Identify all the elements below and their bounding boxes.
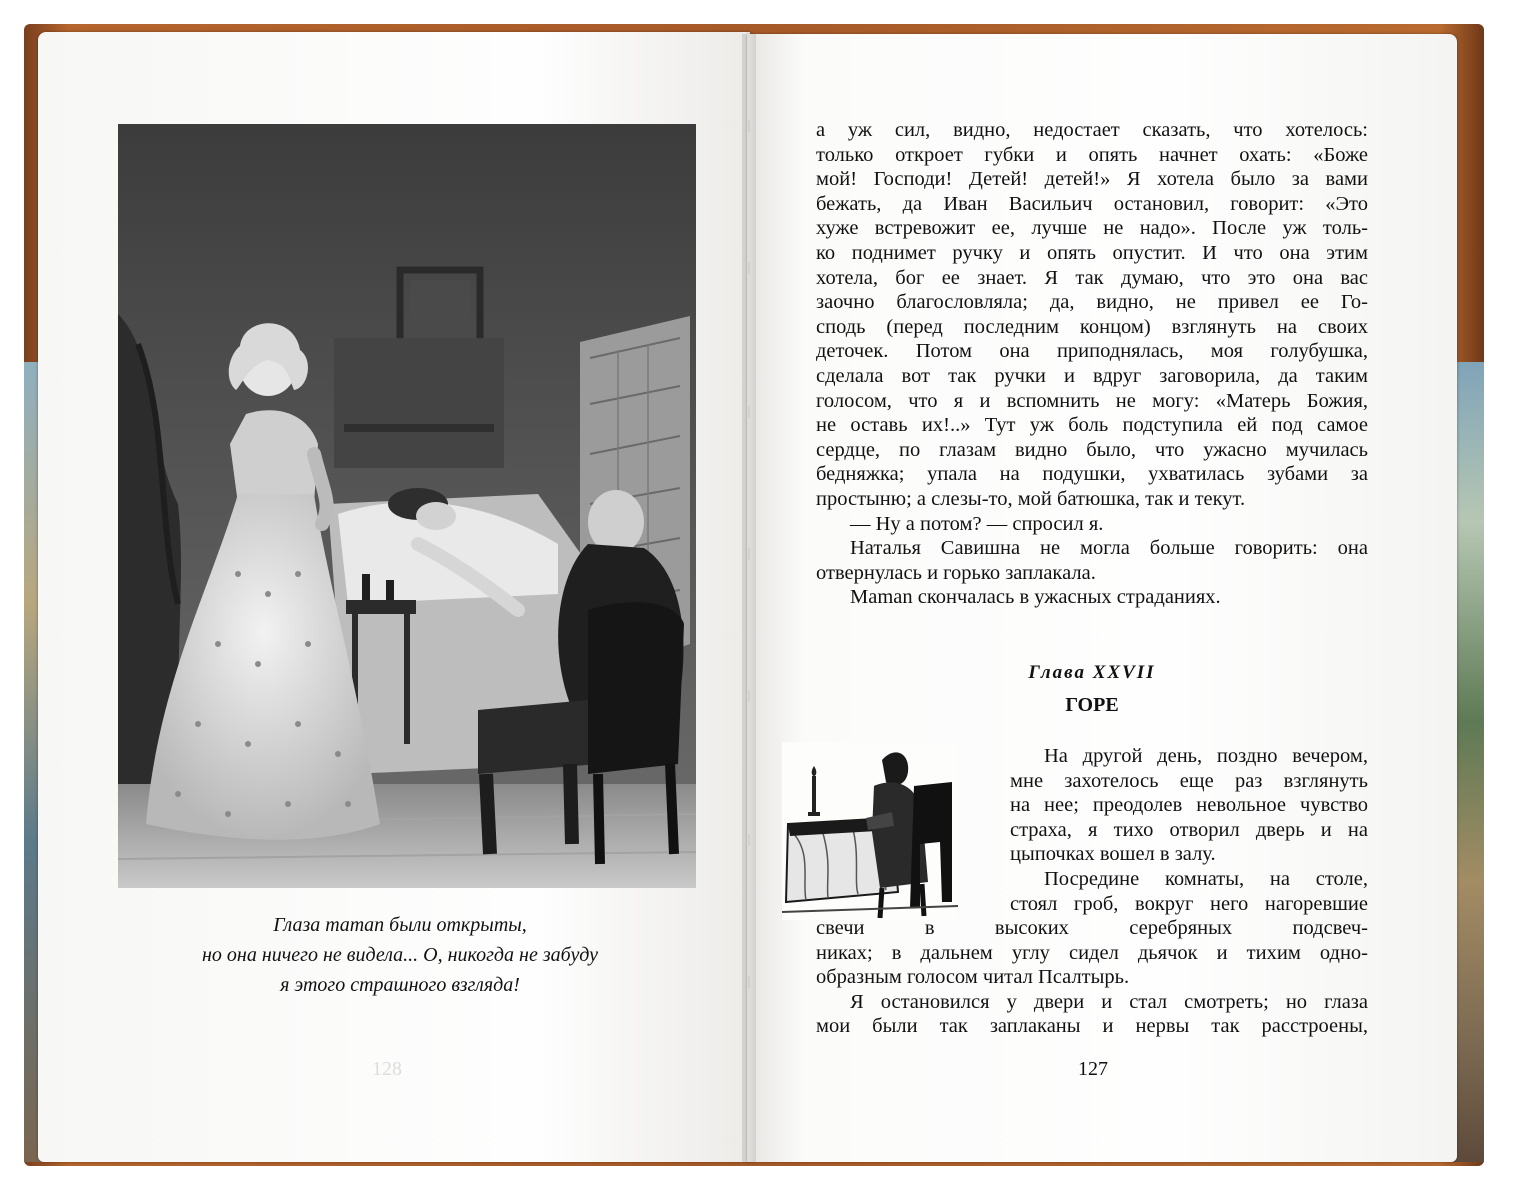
text-line: не оставь их!..» Тут уж боль подступила ей под самое	[816, 414, 1368, 437]
text-line: а уж сил, видно, недостает сказать, что хотелось:	[816, 119, 1368, 141]
text-line: мне захотелось еще раз взглянуть	[1010, 769, 1368, 792]
text-line: Я остановился у двери и стал смотреть; но глаза	[850, 990, 1368, 1013]
text-line: сподь (перед последним концом) взглянуть на своих	[816, 315, 1368, 338]
binding-stitch	[748, 690, 750, 702]
dialogue-line: — Ну а потом? — спросил я.	[850, 512, 1104, 535]
chapter-title: ГОРЕ	[1065, 694, 1119, 716]
book-gutter	[742, 34, 756, 1162]
text-line: голосом, что я и вспомнить не могу: «Матерь Божия,	[816, 389, 1368, 412]
text-line: бедняжка; упала на подушки, ухватилась зубами за	[816, 463, 1368, 486]
text-line: деточек. Потом она приподнялась, моя голубушка,	[816, 340, 1368, 363]
text-line: Maman скончалась в ужасных страданиях.	[850, 586, 1221, 609]
text-line: на нее; преодолев невольное чувство	[1010, 794, 1368, 817]
binding-stitch	[748, 548, 750, 560]
binding-stitch	[748, 120, 750, 132]
text-line: свечи в высоких серебряных подсвеч-	[816, 917, 1368, 939]
text-line: бежать, да Иван Васильич остановил, говорит: «Это	[816, 192, 1368, 215]
text-line: мои были так заплаканы и нервы так расстроены,	[816, 1015, 1368, 1038]
text-line: образным голосом читал Псалтырь.	[816, 966, 1130, 989]
caption-line: Глаза maman были открыты,	[273, 914, 527, 936]
left-page-number: 128	[372, 1058, 402, 1080]
text-line: сделала вот так ручки и вдруг заговорила, да таким	[816, 364, 1368, 387]
text-line: На другой день, поздно вечером,	[1044, 745, 1368, 767]
binding-stitch	[748, 262, 750, 274]
text-line: сердце, по глазам видно было, что ужасно мучилась	[816, 438, 1368, 461]
paragraph-nurse-story	[816, 118, 1368, 610]
deathbed-engraving-illustration	[118, 124, 696, 888]
text-line: ко поднимет ручку и опять опустит. И что она этим	[816, 241, 1368, 264]
text-line: только откроет губки и опять начнет охать: «Боже	[816, 143, 1368, 166]
text-line: страха, я тихо отворил дверь и на	[1010, 818, 1368, 841]
right-page-number: 127	[1078, 1058, 1108, 1080]
text-line: Посредине комнаты, на столе,	[1044, 867, 1368, 890]
text-line: хотела, бог ее знает. Я так думаю, что это она вас	[816, 266, 1368, 289]
text-line: Наталья Савишна не могла больше говорить: она	[850, 537, 1368, 560]
reader-vignette-illustration	[782, 742, 958, 920]
text-line: стоял гроб, вокруг него нагоревшие	[1010, 892, 1368, 915]
text-line: цыпочках вошел в залу.	[1010, 843, 1216, 866]
binding-stitch	[748, 834, 750, 846]
caption-line: я этого страшного взгляда!	[280, 974, 520, 996]
caption-line: но она ничего не видела... О, никогда не забуду	[202, 944, 598, 966]
binding-stitch	[748, 976, 750, 988]
text-line: никах; в дальнем углу сидел дьячок и тихим одно-	[816, 941, 1368, 964]
illustration-caption	[130, 910, 670, 1000]
paragraph-coffin-continued	[816, 916, 1368, 1039]
paragraph-next-day	[1010, 744, 1368, 916]
text-line: заочно благословляла; да, видно, не привел ее Го-	[816, 291, 1368, 314]
text-line: мой! Господи! Детей! детей!» Я хотела было за вами	[816, 168, 1368, 191]
text-line: простыню; а слезы-то, мой батюшка, так и текут.	[816, 487, 1246, 510]
text-line: хуже встревожит ее, лучше не надо». После уж толь-	[816, 217, 1368, 240]
binding-stitch	[748, 406, 750, 418]
chapter-label: Глава XXVII	[1028, 662, 1156, 683]
text-line: отвернулась и горько заплакала.	[816, 561, 1096, 584]
